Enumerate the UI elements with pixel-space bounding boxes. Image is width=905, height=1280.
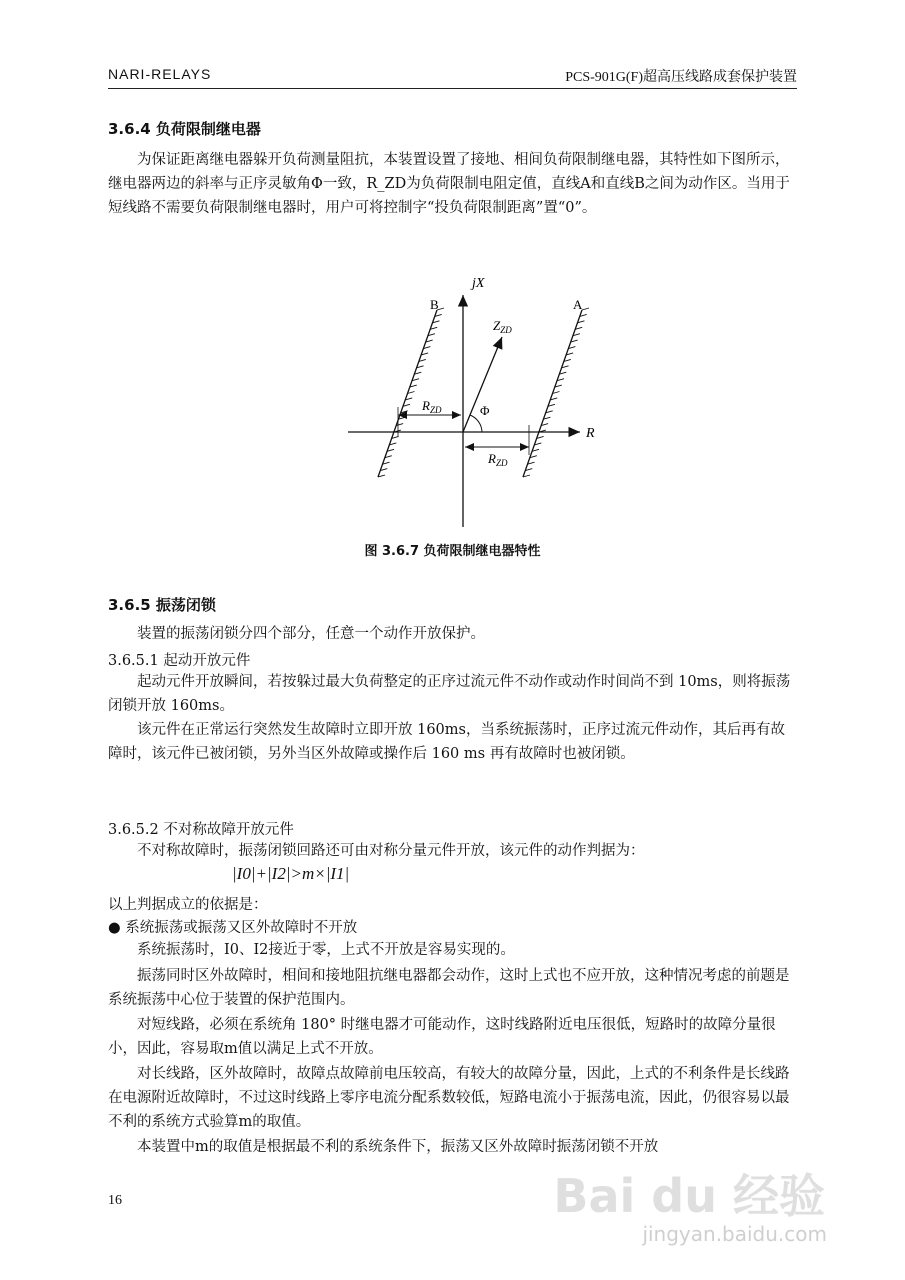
section-364-para: 为保证距离继电器躲开负荷测量阻抗，本装置设置了接地、相间负荷限制继电器，其特性如下图所示，继电器两边的斜率与正序灵敏角Φ一致，R_ZD为负荷限制电阻定值，直线A和直线B之间为动作区。当用于短线路不需要负荷限制继电器时，用户可将控制字“投负荷限制距离”置“0”。 <box>108 152 790 216</box>
zzd-label: $Z_{ZD}$ <box>493 318 512 335</box>
section-364-title: 3.6.4 负荷限制继电器 <box>108 120 261 138</box>
hatchA-tick <box>582 308 589 310</box>
x-axis-label: R <box>586 426 595 441</box>
rzd-label-right: $R_{ZD}$ <box>488 451 508 468</box>
bullet-item: ● 系统振荡或振荡又区外故障时不开放 <box>108 920 358 936</box>
para-short-line: 对短线路，必须在系统角 180° 时继电器才可能动作，这时线路附近电压很低，短路时的故障分量很小，因此，容易取m值以满足上式不开放。 <box>108 1017 776 1057</box>
sub1-para1: 起动元件开放瞬间，若按躲过最大负荷整定的正序过流元件不动作或动作时间尚不到 10ms，则将振荡闭锁开放 160ms。 <box>108 674 791 714</box>
sub1-title: 3.6.5.1 起动开放元件 <box>108 653 251 669</box>
sub2-para1: 不对称故障时，振荡闭锁回路还可由对称分量元件开放，该元件的动作判据为： <box>137 843 645 859</box>
rzd-label-left: $R_{ZD}$ <box>422 398 442 415</box>
page-number: 16 <box>108 1193 122 1208</box>
para-last: 本装置中m的取值是根据最不利的系统条件下，振荡又区外故障时振荡闭锁不开放 <box>137 1139 659 1155</box>
criterion-formula: |I0|+|I2|>m×|I1| <box>232 864 350 883</box>
section-365-intro: 装置的振荡闭锁分四个部分，任意一个动作开放保护。 <box>137 626 485 642</box>
basis-text: 以上判据成立的依据是： <box>108 897 268 913</box>
watermark-logo: Bai du 经验 <box>553 1169 825 1223</box>
watermark-url: jingyan.baidu.com <box>642 1222 827 1246</box>
para-long-line: 对长线路，区外故障时，故障点故障前电压较高，有较大的故障分量，因此，上式的不利条件是长线路在电源附近故障时，不过这时线路上零序电流分配系数较低，短路电流小于振荡电流，因此，仍很容易以最不利的系统方式验算m的取值。 <box>108 1066 790 1130</box>
load-limit-diagram <box>330 265 620 535</box>
line-a-label: A <box>573 297 583 312</box>
phi-label: Φ <box>480 403 490 418</box>
figure-caption: 图 3.6.7 负荷限制继电器特性 <box>364 544 541 559</box>
section-365-title: 3.6.5 振荡闭锁 <box>108 596 216 614</box>
header-rule <box>108 88 797 89</box>
para-osc2: 振荡同时区外故障时，相间和接地阻抗继电器都会动作，这时上式也不应开放，这种情况考虑的前题是系统振荡中心位于装置的保护范围内。 <box>108 968 790 1008</box>
header-left: NARI-RELAYS <box>108 66 212 82</box>
line-b-label: B <box>430 297 439 312</box>
para-osc1: 系统振荡时，I0、I2接近于零，上式不开放是容易实现的。 <box>137 942 515 958</box>
y-axis-label: jX <box>472 276 485 291</box>
sub1-para2: 该元件在正常运行突然发生故障时立即开放 160ms，当系统振荡时，正序过流元件动作，其后再有故障时，该元件已被闭锁，另外当区外故障或操作后 160 ms 再有故障时也被闭锁。 <box>108 722 785 762</box>
sub2-title: 3.6.5.2 不对称故障开放元件 <box>108 822 294 838</box>
header-right: PCS-901G(F)超高压线路成套保护装置 <box>565 70 797 85</box>
